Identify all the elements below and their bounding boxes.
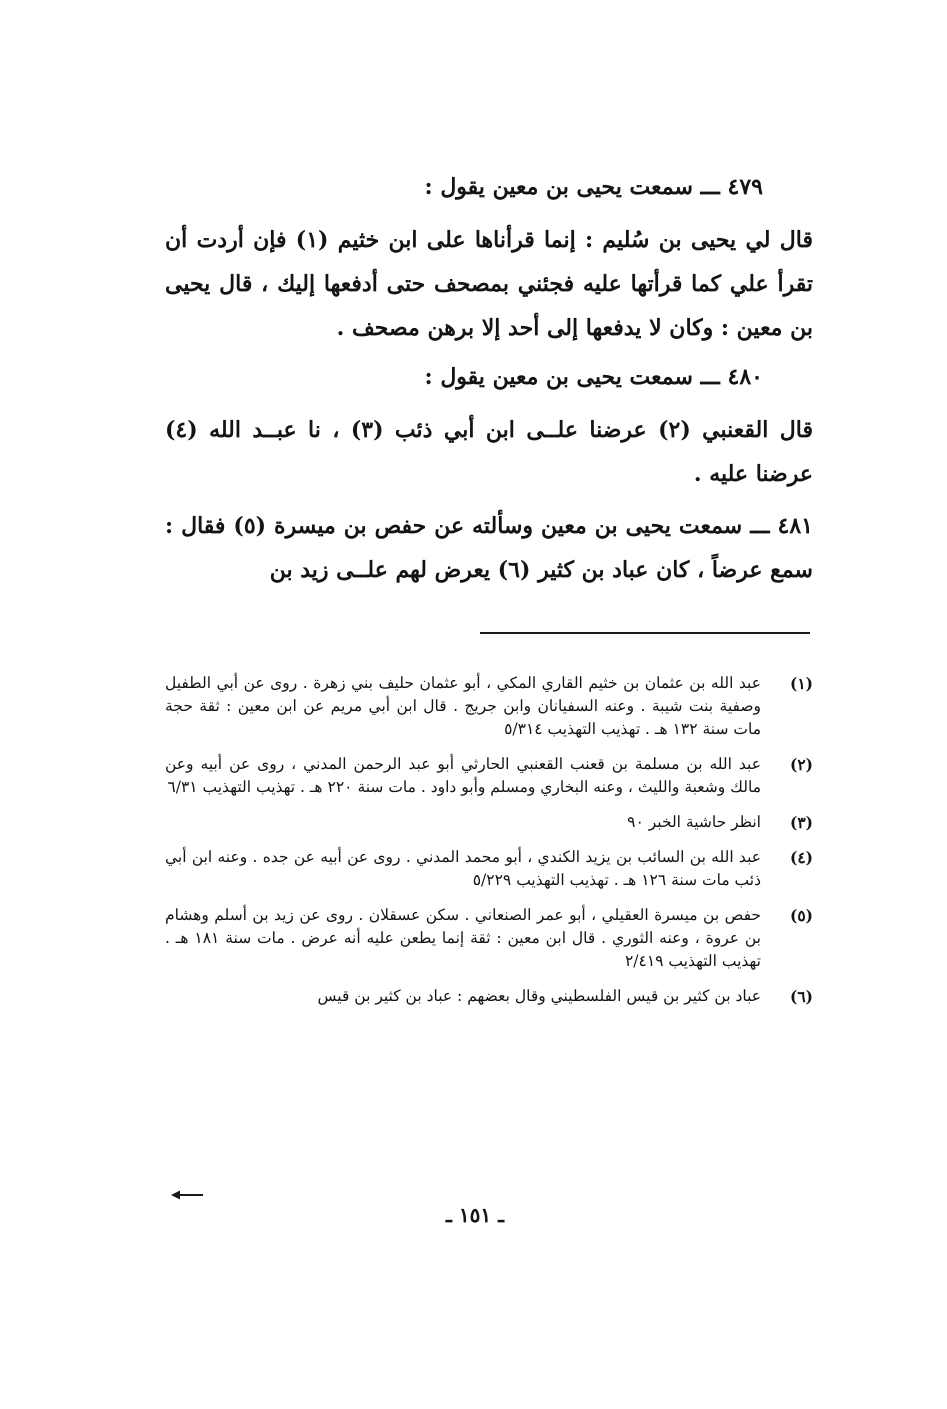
footnote-text: عبد الله بن السائب بن يزيد الكندي ، أبو محمد المدني . روى عن أبيه عن جده . وعنه ابن أبي ذئب مات سنة ١٢٦ هـ . تهذيب التهذيب ٥/٢٢٩ (165, 848, 761, 889)
footnote-text: عباد بن كثير بن قيس الفلسطيني وقال بعضهم : عباد بن كثير بن قيس (317, 987, 761, 1005)
footnote-4 (165, 846, 813, 892)
footnote-number: (٥) (789, 906, 813, 925)
entry-481-text: ٤٨١ ـــ سمعت يحيى بن معين وسألته عن حفص بن ميسرة (٥) فقال : سمع عرضاً ، كان عباد بن كثير (٦) يعرض لهم علــى زيد بن (165, 513, 813, 583)
footnote-2 (165, 753, 813, 799)
footnote-number: (١) (789, 674, 813, 693)
entry-479-heading: ٤٧٩ ـــ سمعت يحيى بن معين يقول : (424, 174, 763, 200)
entry-479-text: قال لي يحيى بن سُليم : إنما قرأناها على ابن خثيم (١) فإن أردت أن تقرأ علي كما قرأتها عليه فجئني بمصحف حتى أدفعها إليك ، قال يحيى بن معين : وكان لا يدفعها إلى أحد إلا برهن مصحف . (165, 227, 813, 341)
footnote-6 (165, 985, 813, 1008)
footnote-number: (٦) (789, 987, 813, 1006)
footnote-number: (٣) (789, 813, 813, 832)
page-number: ـ ١٥١ ـ (446, 1203, 504, 1227)
footnotes (165, 672, 813, 1020)
entry-480-heading: ٤٨٠ ـــ سمعت يحيى بن معين يقول : (424, 364, 763, 390)
entry-480-text: قال القعنبي (٢) عرضنا علــى ابن أبي ذئب (٣) ، نا عبــد الله (٤) عرضنا عليه . (165, 417, 813, 487)
continuation-arrow-icon (170, 1188, 204, 1202)
footnote-text: انظر حاشية الخبر ٩٠ (627, 813, 761, 831)
footnote-5 (165, 904, 813, 973)
footnote-3 (165, 811, 813, 834)
main-text (165, 168, 813, 592)
footnote-1 (165, 672, 813, 741)
footnote-text: حفص بن ميسرة العقيلي ، أبو عمر الصنعاني . سكن عسقلان . روى عن زيد بن أسلم وهشام بن عروة ، وعنه الثوري . قال ابن معين : ثقة إنما يطعن عليه أنه عرض . مات سنة ١٨١ هـ . تهذيب التهذيب ٢/٤١٩ (165, 906, 761, 970)
footnote-text: عبد الله بن مسلمة بن قعنب القعنبي الحارثي أبو عبد الرحمن المدني ، روى عن أبيه وعن مالك وشعبة والليث ، وعنه البخاري ومسلم وأبو داود . مات سنة ٢٢٠ هـ . تهذيب التهذيب ٦/٣١ (165, 755, 761, 796)
footnote-number: (٤) (789, 848, 813, 867)
footnote-text: عبد الله بن عثمان بن خثيم القاري المكي ، أبو عثمان حليف بني زهرة . روى عن أبي الطفيل وصفية بنت شيبة . وعنه السفيانان وابن جريج . قال ابن أبي مريم عن ابن معين : ثقة حجة مات سنة ١٣٢ هـ . تهذيب التهذيب ٥/٣١٤ (165, 674, 761, 738)
footnote-number: (٢) (789, 755, 813, 774)
footnote-separator (480, 632, 810, 634)
